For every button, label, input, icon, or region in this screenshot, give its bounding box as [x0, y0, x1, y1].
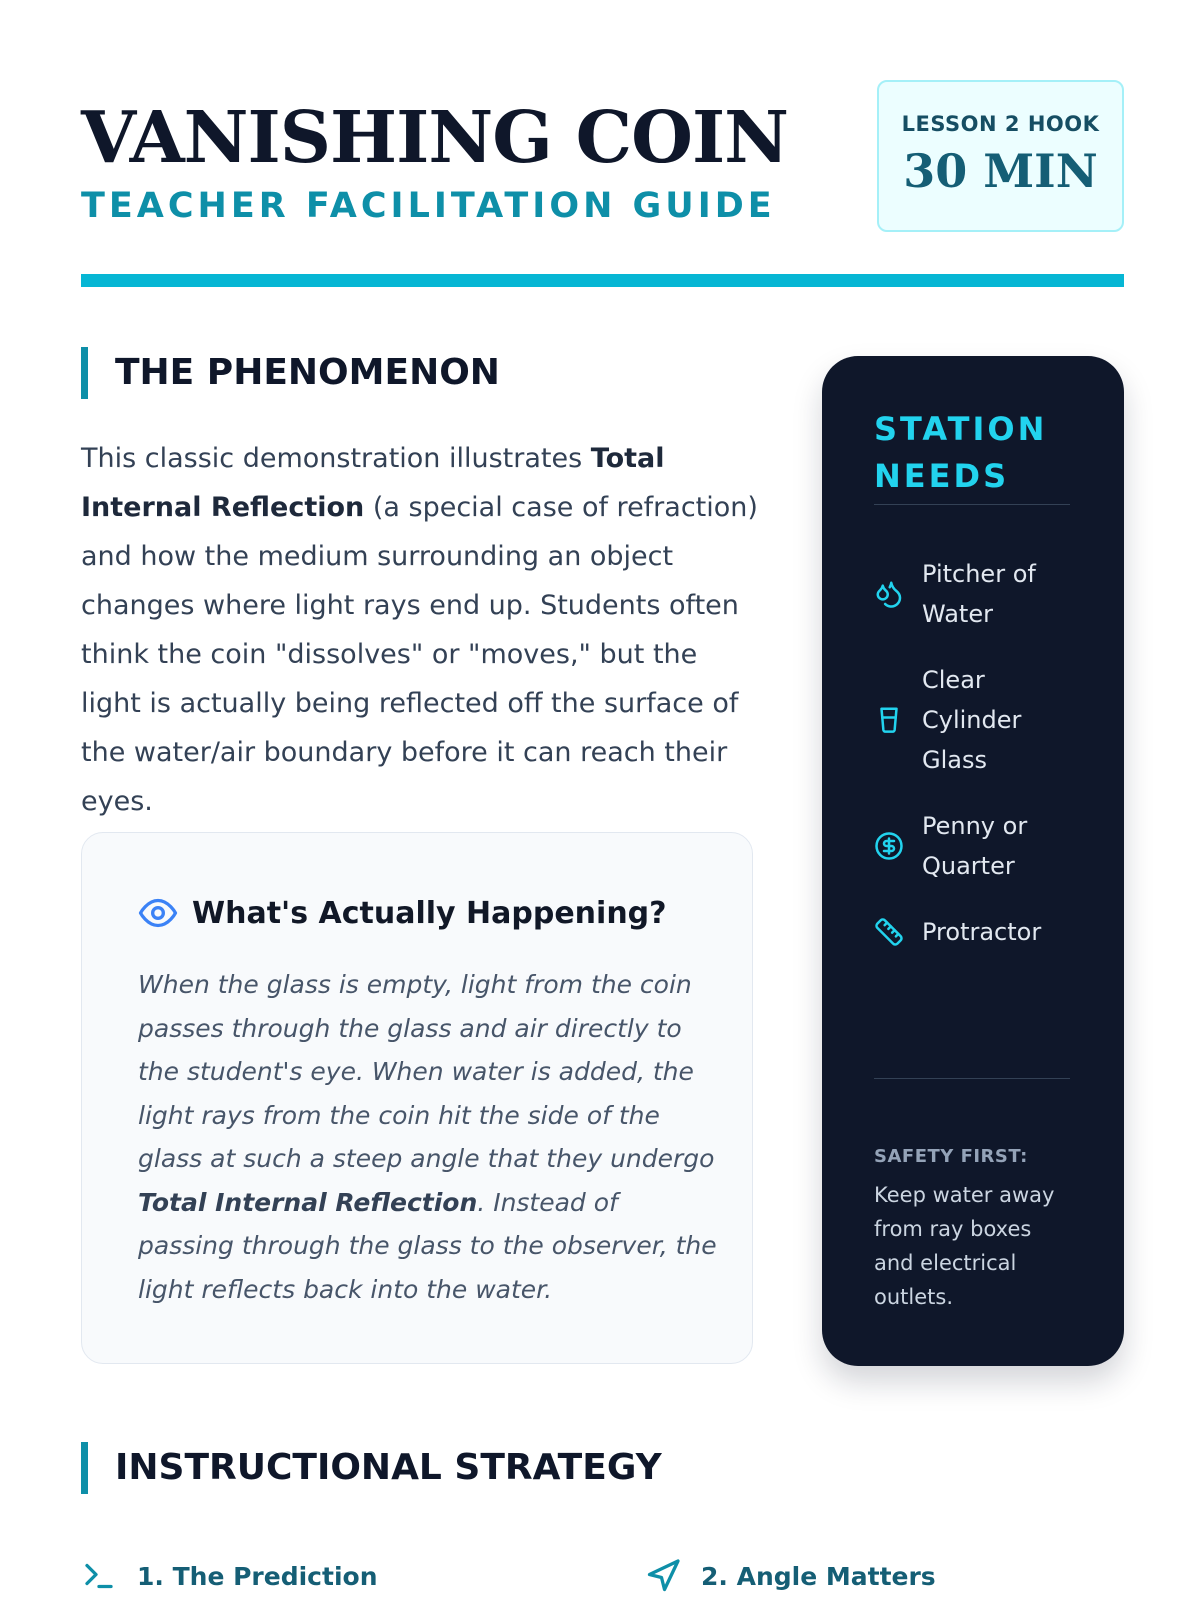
section-heading-strategy: INSTRUCTIONAL STRATEGY	[81, 1442, 662, 1494]
page-title: VANISHING COIN	[81, 95, 789, 179]
terminal-icon	[81, 1558, 117, 1594]
step-prediction	[81, 1558, 378, 1594]
coin-icon	[874, 831, 904, 861]
callout-header	[138, 893, 667, 933]
station-needs-title: STATION NEEDS	[874, 410, 1048, 495]
explanation-callout	[81, 832, 753, 1364]
badge-duration: 30 MIN	[903, 144, 1098, 198]
station-needs-list	[874, 554, 1074, 978]
header-divider	[81, 274, 1124, 287]
phenomenon-intro	[81, 434, 761, 826]
glass-icon	[874, 705, 904, 735]
need-label: Clear Cylinder Glass	[922, 666, 1022, 774]
emphasis-term: Total Internal Reflection	[81, 443, 665, 523]
callout-title: What's Actually Happening?	[192, 895, 667, 931]
step-title: 2. Angle Matters	[701, 1561, 936, 1591]
page-subtitle: TEACHER FACILITATION GUIDE	[81, 186, 776, 226]
text-run: This classic demonstration illustrates	[81, 443, 591, 474]
safety-text: Keep water away from ray boxes and electrical outlets.	[874, 1183, 1055, 1309]
lesson-badge	[877, 80, 1124, 232]
step-title: 1. The Prediction	[137, 1561, 378, 1591]
callout-body	[138, 963, 718, 1311]
panel-divider	[874, 1078, 1070, 1079]
station-needs-panel	[822, 356, 1124, 1366]
step-angle-matters	[645, 1558, 936, 1594]
need-label: Penny or Quarter	[922, 812, 1028, 880]
list-item	[874, 554, 1074, 634]
list-item	[874, 660, 1074, 780]
safety-label: SAFETY FIRST:	[874, 1146, 1028, 1167]
ruler-icon	[874, 917, 904, 947]
list-item	[874, 806, 1074, 886]
panel-divider	[874, 504, 1070, 505]
text-run: When the glass is empty, light from the coin passes through the glass and air directly to the student's eye. When water is added, the light rays from the coin hit the side of the glass at such a steep angle that they undergo	[138, 970, 715, 1173]
section-heading-phenomenon: THE PHENOMENON	[81, 347, 500, 399]
emphasis-term: Total Internal Reflection	[138, 1187, 478, 1217]
need-label: Protractor	[922, 918, 1042, 946]
droplets-icon	[874, 579, 904, 609]
strategy-steps	[81, 1558, 1124, 1598]
eye-icon	[138, 893, 178, 933]
text-run: (a special case of refraction) and how the medium surrounding an object changes where light rays end up. Students often think the coin "dissolves" or "moves," but the light is actually being reflected off the surface of the water/air boundary before it can reach their eyes.	[81, 492, 758, 817]
need-label: Pitcher of Water	[922, 560, 1036, 628]
text-run: . Instead of passing through the glass to the observer, the light reflects back into the water.	[138, 1187, 717, 1304]
navigation-icon	[645, 1558, 681, 1594]
page-header	[81, 80, 1124, 232]
list-item	[874, 912, 1074, 952]
badge-label: LESSON 2 HOOK	[901, 112, 1100, 136]
